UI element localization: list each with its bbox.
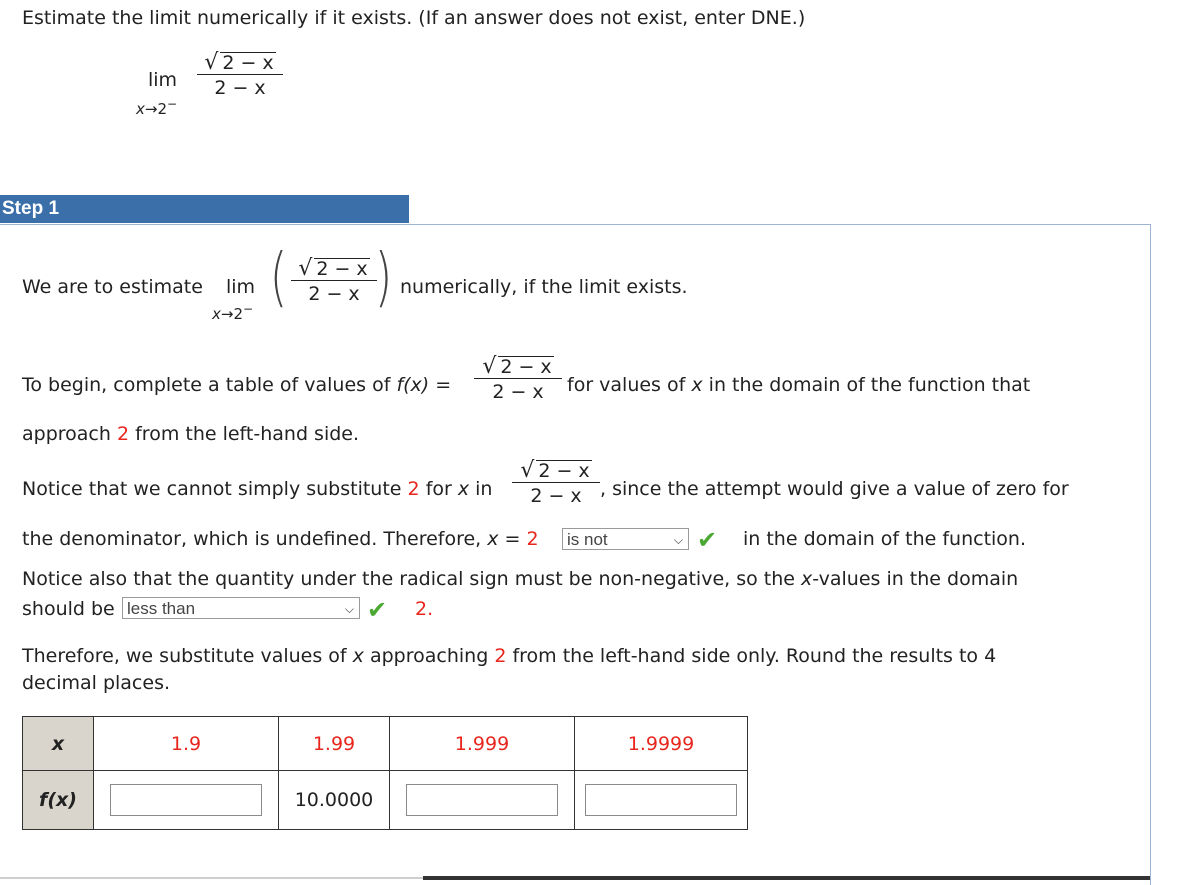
fx-input-3[interactable]	[406, 784, 558, 816]
x-value-cell: 1.9	[94, 717, 279, 771]
x-header: x	[23, 717, 94, 771]
p4-two: 2.	[415, 598, 434, 620]
x-value-cell: 1.99	[279, 717, 390, 771]
check-icon: ✔	[697, 526, 718, 554]
problem-numerator	[197, 52, 283, 74]
p1-before: We are to estimate	[22, 276, 203, 298]
fx-cell	[390, 771, 575, 830]
lim-sub-target: 2	[157, 100, 168, 118]
p3-line1-after: , since the attempt would give a value of zero for	[600, 478, 1069, 500]
p3-line2-after: in the domain of the function.	[743, 528, 1027, 550]
p1-lim-var: x	[212, 305, 221, 323]
lim-sub-arrow: →	[144, 100, 158, 118]
fx-input-1[interactable]	[110, 784, 262, 816]
p3-sqrt-icon: √ 2 − x	[520, 458, 590, 483]
p1-lim-word: lim	[226, 276, 256, 298]
table-row	[23, 717, 748, 771]
sqrt-icon: √ 2 − x	[204, 50, 274, 75]
bottom-scrollbar[interactable]	[423, 876, 1150, 880]
chevron-down-icon: ⌵	[344, 602, 354, 616]
right-paren: )	[374, 241, 393, 315]
problem-lim-word: lim	[148, 69, 178, 91]
p1-fraction: √ 2 − x 2 − x	[291, 258, 377, 305]
p1-lim-side: −	[243, 302, 254, 316]
bottom-divider	[0, 877, 423, 879]
domain-inequality-select[interactable]: less than ⌵	[122, 597, 360, 619]
p2-line1-after: for values of x in the domain of the function that	[567, 374, 1031, 396]
problem-fraction	[197, 52, 283, 99]
check-icon: ✔	[367, 596, 388, 624]
p2-line2: approach 2 from the left-hand side.	[22, 423, 360, 445]
lim-sub-side: −	[167, 97, 178, 111]
p5-line1: Therefore, we substitute values of x approaching 2 from the left-hand side only. Round the results to 4	[22, 645, 997, 667]
fx-header: f(x)	[23, 771, 94, 830]
fx-input-4[interactable]	[585, 784, 737, 816]
p1-lim-arrow: →	[220, 305, 234, 323]
fx-cell	[94, 771, 279, 830]
table-row	[23, 771, 748, 830]
p2-fraction: √ 2 − x 2 − x	[474, 356, 562, 403]
values-table	[22, 716, 748, 830]
p1-sqrt-icon: √ 2 − x	[298, 256, 368, 281]
p2-func: f(x)	[396, 374, 430, 396]
p1-after: numerically, if the limit exists.	[400, 276, 688, 298]
left-paren: (	[269, 241, 288, 315]
x-value-cell: 1.9999	[575, 717, 748, 771]
p4-line1: Notice also that the quantity under the radical sign must be non-negative, so the x-values in the domain	[22, 568, 1019, 590]
step-title: Step 1	[0, 195, 409, 223]
p5-line2: decimal places.	[22, 672, 171, 694]
p1-lim-target: 2	[233, 305, 244, 323]
problem-denominator: 2 − x	[214, 77, 266, 99]
lim-sub-var: x	[136, 100, 145, 118]
problem-instruction: Estimate the limit numerically if it exists. (If an answer does not exist, enter DNE.)	[22, 7, 806, 29]
p2-line1: To begin, complete a table of values of f(x) =	[22, 374, 452, 396]
p3-fraction: √ 2 − x 2 − x	[512, 460, 600, 507]
p2-sqrt-icon: √ 2 − x	[482, 354, 552, 379]
x-value-cell: 1.999	[390, 717, 575, 771]
problem-lim-subscript	[136, 97, 177, 118]
chevron-down-icon: ⌵	[673, 533, 683, 547]
p4-line2: should be	[22, 598, 115, 620]
p1-lim-subscript	[212, 302, 253, 323]
p3-line2: the denominator, which is undefined. Therefore, x = 2	[22, 528, 539, 550]
fx-cell: 10.0000	[279, 771, 390, 830]
fx-cell	[575, 771, 748, 830]
p3-line1: Notice that we cannot simply substitute 2 for x in	[22, 478, 493, 500]
domain-membership-select[interactable]: is not ⌵	[562, 528, 689, 550]
